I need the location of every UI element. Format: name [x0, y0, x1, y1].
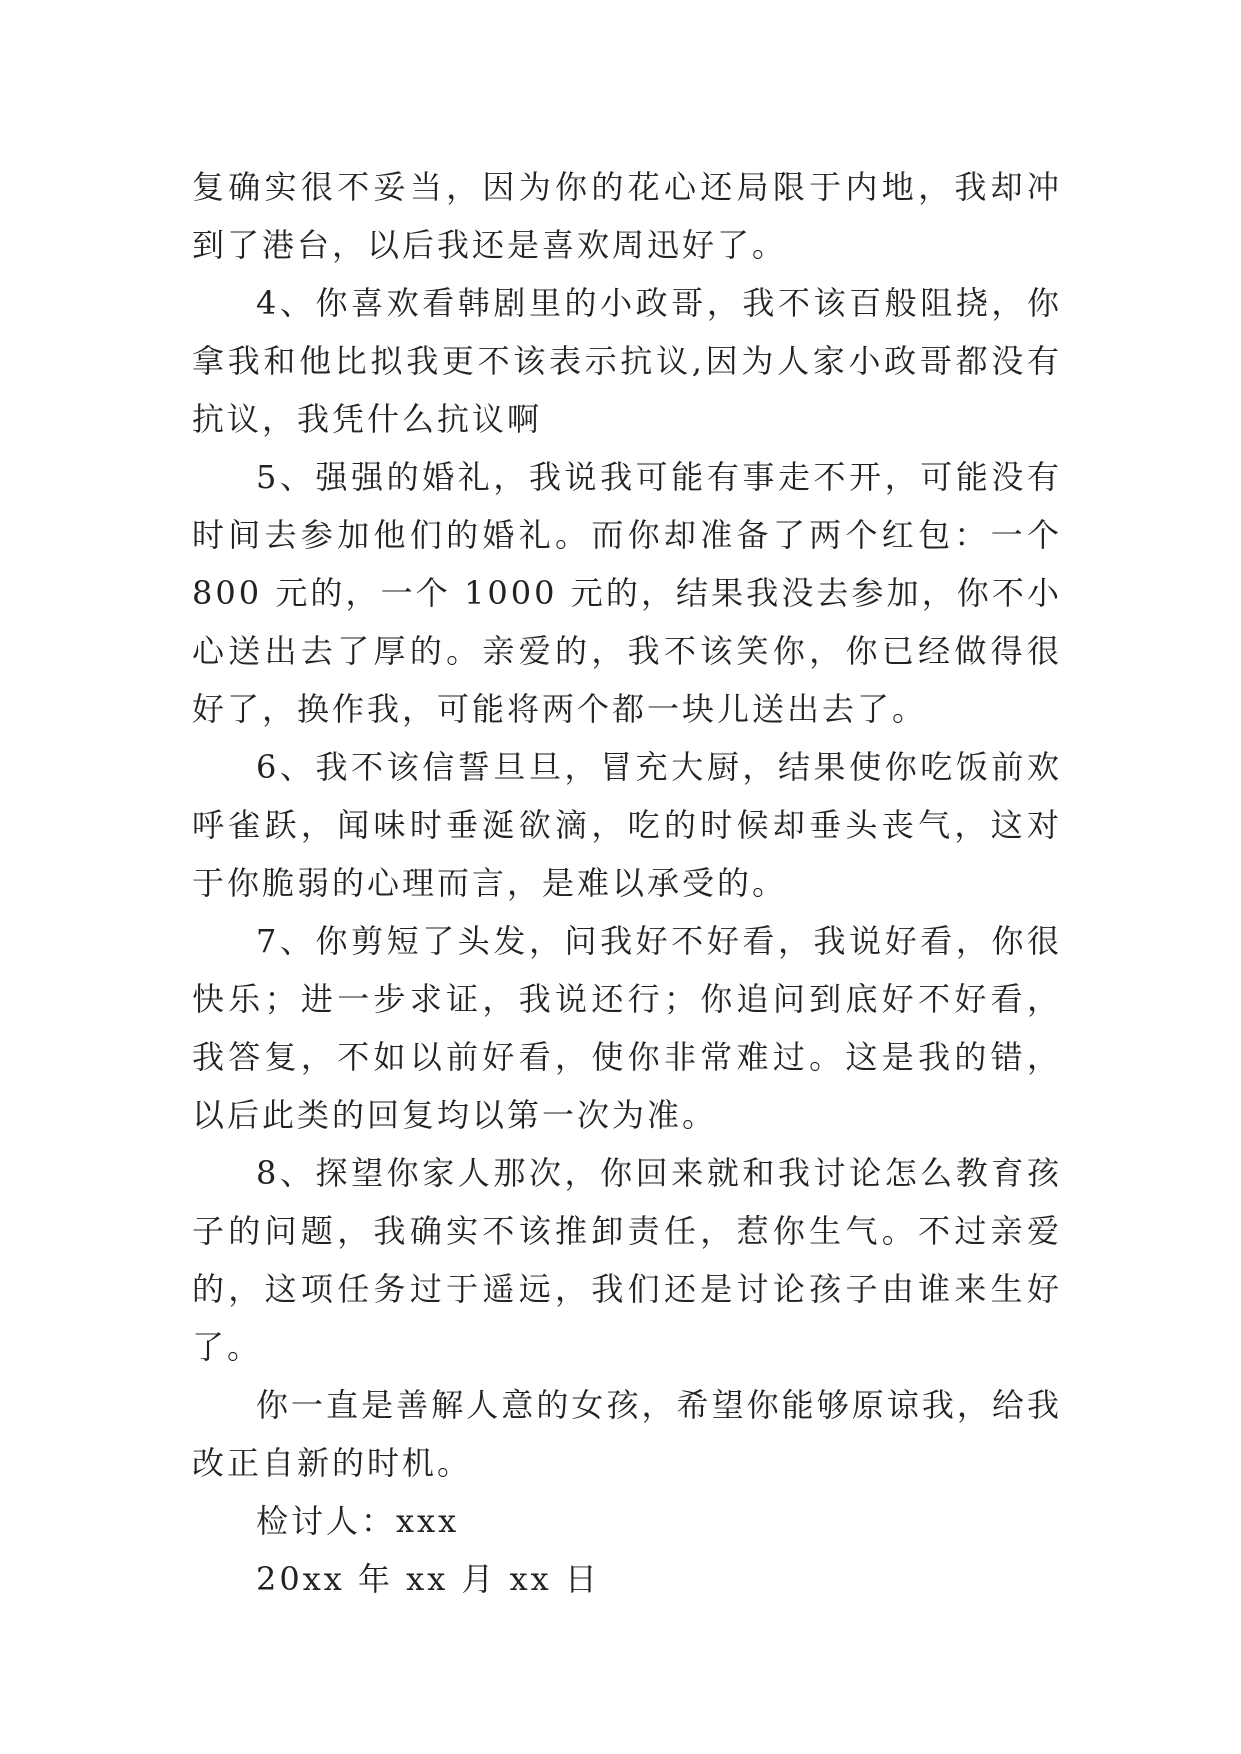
- paragraph-item-6: 6、我不该信誓旦旦，冒充大厨，结果使你吃饭前欢呼雀跃，闻味时垂涎欲滴，吃的时候却垂头丧气，这对于你脆弱的心理而言，是难以承受的。: [192, 748, 1062, 902]
- paragraph-item-4: 4、你喜欢看韩剧里的小政哥，我不该百般阻挠，你拿我和他比拟我更不该表示抗议,因为人家小政哥都没有抗议，我凭什么抗议啊: [192, 284, 1062, 438]
- paragraph-item-5: 5、强强的婚礼，我说我可能有事走不开，可能没有时间去参加他们的婚礼。而你却准备了两个红包：一个 800 元的，一个 1000 元的，结果我没去参加，你不小心送出去了厚的。亲爱的，我不该笑你，你已经做得很好了，换作我，可能将两个都一块儿送出去了。: [192, 458, 1062, 728]
- signature-line: 检讨人：xxx: [256, 1502, 460, 1540]
- paragraph-continued: 复确实很不妥当，因为你的花心还局限于内地，我却冲到了港台，以后我还是喜欢周迅好了。: [192, 168, 1062, 264]
- paragraph-item-8: 8、探望你家人那次，你回来就和我讨论怎么教育孩子的问题，我确实不该推卸责任，惹你生气。不过亲爱的，这项任务过于遥远，我们还是讨论孩子由谁来生好了。: [192, 1154, 1062, 1366]
- date-line: 20xx 年 xx 月 xx 日: [256, 1560, 600, 1598]
- document-body: [192, 158, 1062, 1608]
- paragraph-item-7: 7、你剪短了头发，问我好不好看，我说好看，你很快乐；进一步求证，我说还行；你追问到底好不好看，我答复，不如以前好看，使你非常难过。这是我的错，以后此类的回复均以第一次为准。: [192, 922, 1062, 1134]
- paragraph-closing: 你一直是善解人意的女孩，希望你能够原谅我，给我改正自新的时机。: [192, 1386, 1062, 1482]
